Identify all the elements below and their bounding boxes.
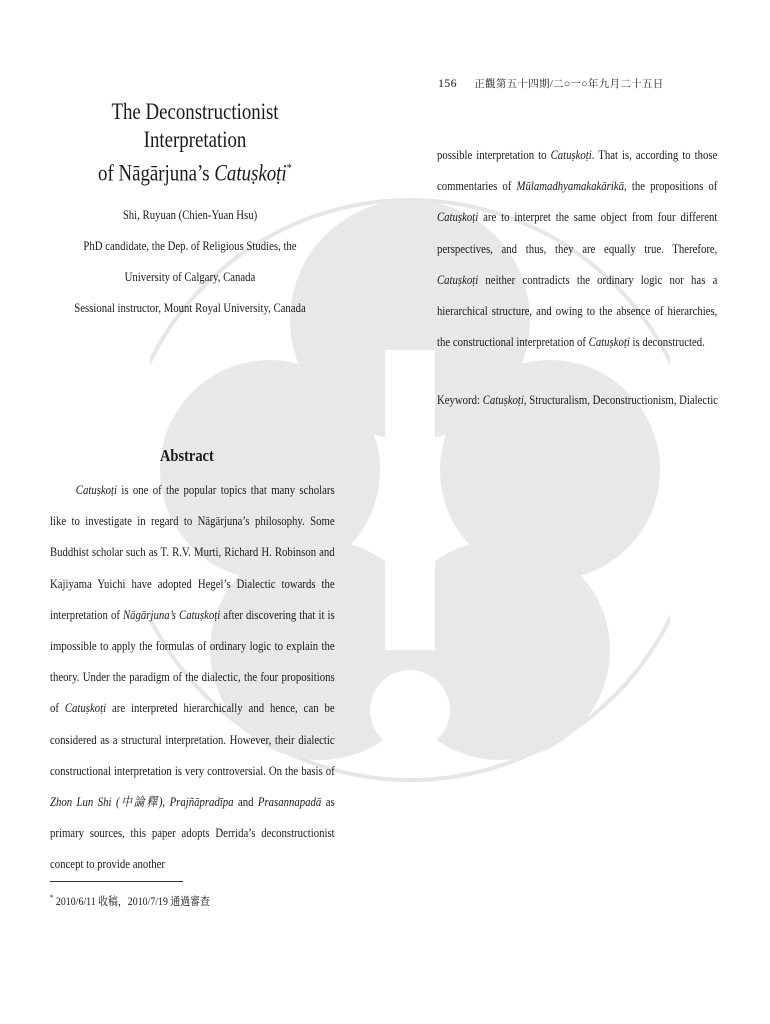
abstract-term: Catuṣkoṭi [588,335,630,350]
footnote-rule [50,881,183,882]
abstract-term: Catuṣkoṭi [550,148,592,162]
abstract-term: Zhon Lun Shi (中論釋), [50,795,166,810]
abstract-text: . That is, according to those commentaries of [437,148,718,194]
abstract-term: Prasannapadā [257,795,322,810]
abstract-text: are to interpret the same object from four different perspectives, and thus, they are equally true. Therefore, [437,210,718,256]
keywords-line [437,393,718,408]
title-line-2 [76,154,314,188]
abstract-term: Catuṣkoṭi [437,210,479,225]
author-affiliation-2: Sessional instructor, Mount Royal University, Canada [74,301,306,315]
author-name: Shi, Ruyuan (Chien-Yuan Hsu) [122,208,258,222]
title-line-2-prefix: of Nāgārjuna’s [98,160,215,186]
title-line-1: The Deconstructionist Interpretation [111,99,279,152]
abstract-text: possible interpretation to [437,148,551,162]
abstract-text: as primary sources, this paper adopts Derrida’s deconstructionist concept to provide another [50,795,335,872]
abstract-paragraph-left [50,475,335,881]
abstract-heading: Abstract [160,446,214,465]
journal-issue: 正觀第五十四期/二○一○年九月二十五日 [474,79,664,90]
abstract-paragraph-right [437,140,717,358]
abstract-text: is deconstructed. [629,335,705,350]
title-footnote-marker: * [286,160,292,175]
abstract-text: after discovering that it is impossible to apply the formulas of ordinary logic to explain the theory. Under the paradigm of the dialectic, the four propositions of [50,607,335,716]
footnote-text: 2010/6/11 收稿，2010/7/19 通過審查 [53,896,210,908]
keyword-term: Catuṣkoṭi, [482,393,527,407]
author-affiliation-1: PhD candidate, the Dep. of Religious Studies, the University of Calgary, Canada [83,239,297,284]
footnote [50,893,210,909]
abstract-term: Catuṣkoṭi [64,701,107,716]
keywords-rest: Structuralism, Deconstructionism, Dialectic [526,393,718,407]
abstract-text: neither contradicts the ordinary logic nor has a hierarchical structure, and owing to the absence of hierarchies, the constructional interpretation of [437,272,718,350]
footnote-marker: * [50,893,54,903]
abstract-term: Catuṣkoṭi [75,483,118,497]
abstract-term: Nāgārjuna’s Catuṣkoṭi [122,607,221,622]
abstract-text: and [233,795,258,810]
abstract-term: Prajñāpradīpa [169,795,234,810]
abstract-text: , the propositions of [624,179,718,194]
abstract-left-column [50,475,335,881]
abstract-term: Catuṣkoṭi [437,272,479,287]
keywords-label: Keyword: [437,393,483,407]
abstract-term: Mūlamadhyamakakārikā [516,179,625,194]
paper-title [76,98,314,188]
abstract-right-column [437,140,717,358]
abstract-text: is one of the popular topics that many scholars like to investigate in regard to Nāgārjuna’s philosophy. Some Buddhist scholar such as T. R.V. Murti, Richard H. Robinson and Kajiyama Yuichi have adopted Hegel’s Dialectic towards the interpretation of [50,483,335,622]
title-italic-term: Catuṣkoṭi [214,160,287,186]
abstract-text: are interpreted hierarchically and hence, can be considered as a structural interpretation. However, their dialectic constructional interpretation is very controversial. On the basis of [50,701,335,778]
author-block [61,200,319,324]
running-header [438,76,664,91]
page-number: 156 [438,76,457,90]
